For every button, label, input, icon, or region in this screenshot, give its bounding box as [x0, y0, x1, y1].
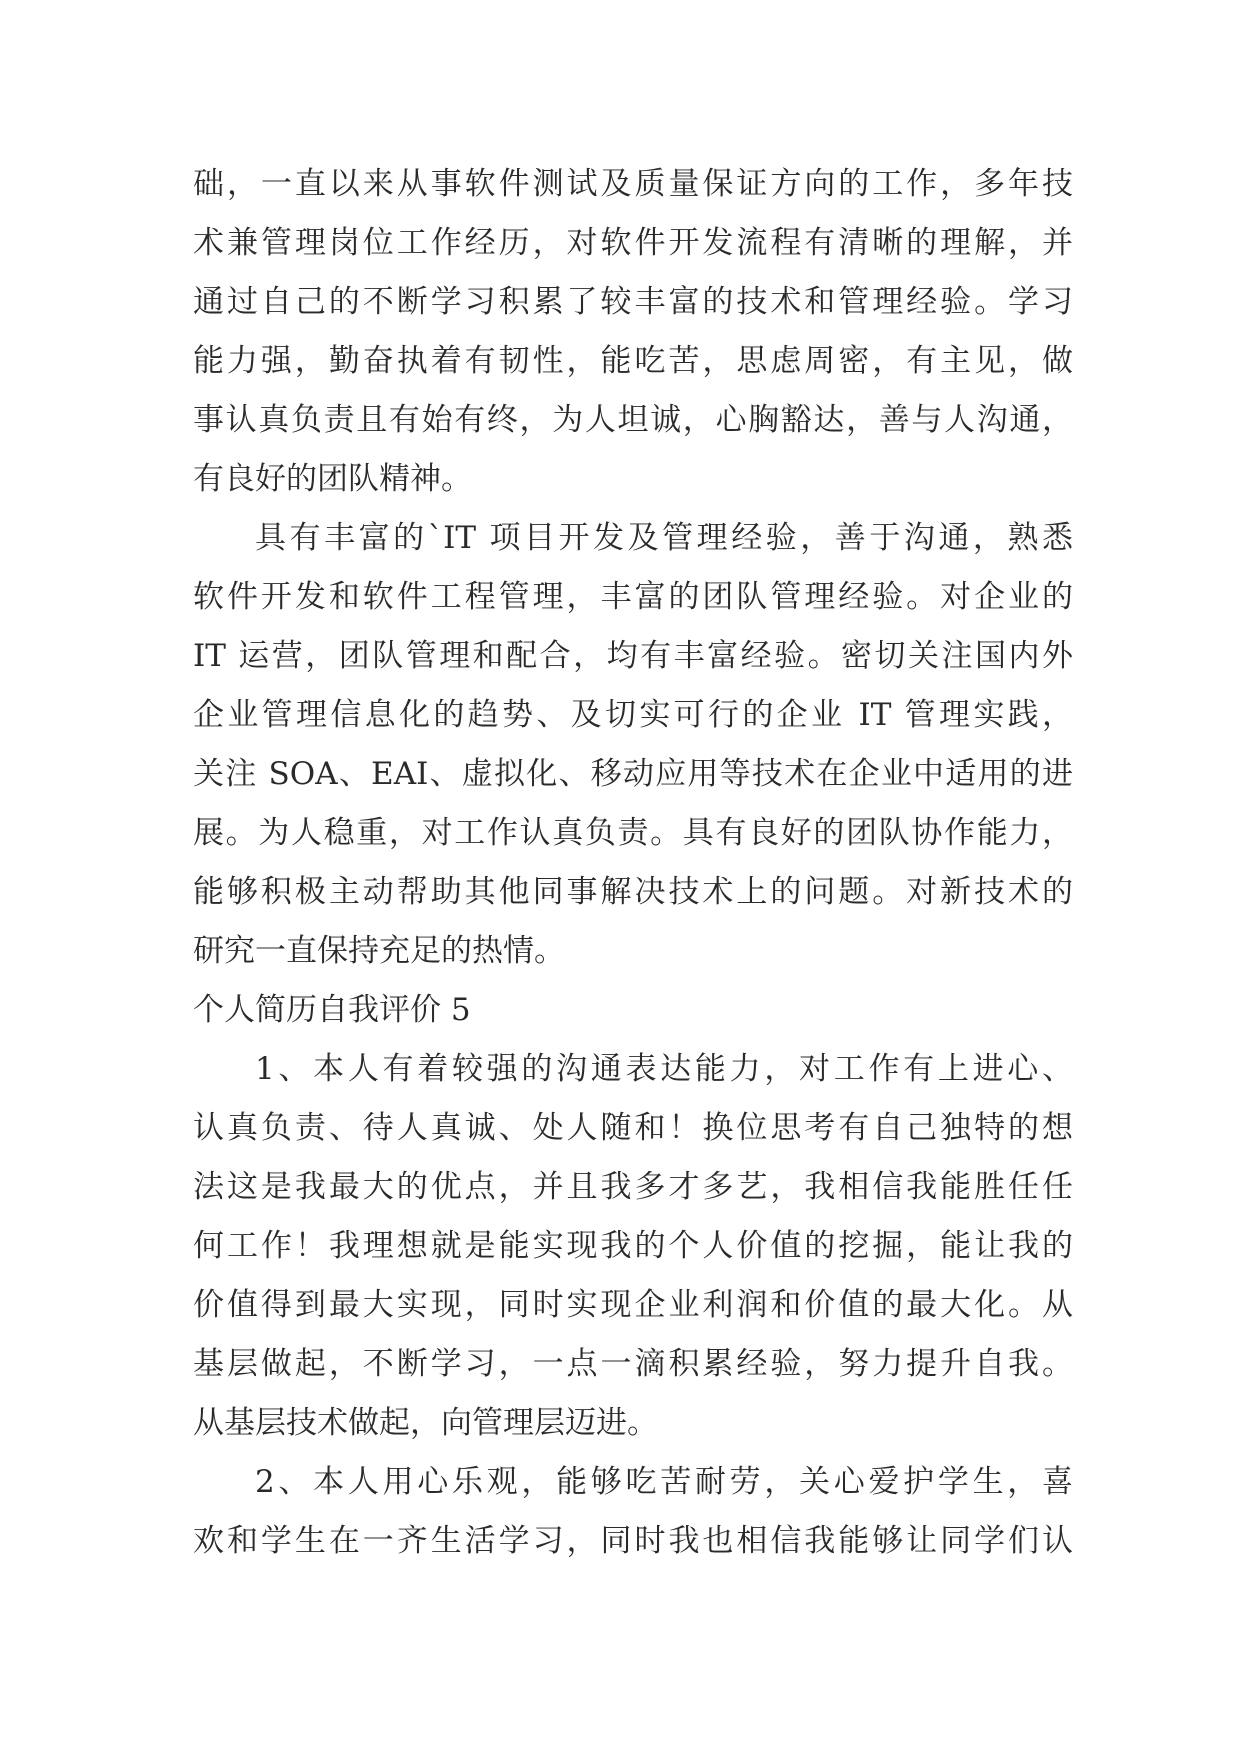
- text-line: 事认真负责且有始有终，为人坦诚，心胸豁达，善与人沟通，: [193, 402, 1073, 438]
- text-line: 法这是我最大的优点，并且我多才多艺，我相信我能胜任任: [193, 1169, 1073, 1205]
- text-line: 欢和学生在一齐生活学习，同时我也相信我能够让同学们认: [193, 1523, 1073, 1559]
- text-line: 1、本人有着较强的沟通表达能力，对工作有上进心、: [255, 1051, 1073, 1087]
- text-line: 价值得到最大实现，同时实现企业利润和价值的最大化。从: [193, 1287, 1073, 1323]
- text-line: 认真负责、待人真诚、处人随和！换位思考有自己独特的想: [193, 1110, 1073, 1146]
- text-line: 何工作！我理想就是能实现我的个人价值的挖掘，能让我的: [193, 1228, 1073, 1264]
- text-line: 关注 SOA、EAI、虚拟化、移动应用等技术在企业中适用的进: [193, 756, 1073, 792]
- paragraph-1: [193, 155, 1073, 509]
- text-line: 通过自己的不断学习积累了较丰富的技术和管理经验。学习: [193, 284, 1073, 320]
- text-line: 术兼管理岗位工作经历，对软件开发流程有清晰的理解，并: [193, 225, 1073, 261]
- text-line: 软件开发和软件工程管理，丰富的团队管理经验。对企业的: [193, 579, 1073, 615]
- text-line: 础，一直以来从事软件测试及质量保证方向的工作，多年技: [193, 166, 1073, 202]
- paragraph-2: [193, 509, 1073, 981]
- text-line: IT 运营，团队管理和配合，均有丰富经验。密切关注国内外: [193, 638, 1073, 674]
- section-heading: 个人简历自我评价 5: [193, 992, 471, 1028]
- text-line: 展。为人稳重，对工作认真负责。具有良好的团队协作能力，: [193, 815, 1073, 851]
- text-line: 基层做起，不断学习，一点一滴积累经验，努力提升自我。: [193, 1346, 1073, 1382]
- text-line: 企业管理信息化的趋势、及切实可行的企业 IT 管理实践，: [193, 697, 1073, 733]
- text-line: 有良好的团队精神。: [193, 461, 472, 497]
- paragraph-4: [193, 1453, 1073, 1571]
- text-line: 能够积极主动帮助其他同事解决技术上的问题。对新技术的: [193, 874, 1073, 910]
- document-body: [193, 155, 1073, 1571]
- text-line: 2、本人用心乐观，能够吃苦耐劳，关心爱护学生，喜: [255, 1464, 1073, 1500]
- text-line: 研究一直保持充足的热情。: [193, 933, 565, 969]
- text-line: 从基层技术做起，向管理层迈进。: [193, 1405, 658, 1441]
- text-line: 能力强，勤奋执着有韧性，能吃苦，思虑周密，有主见，做: [193, 343, 1073, 379]
- paragraph-3: [193, 1040, 1073, 1453]
- text-line: 具有丰富的`IT 项目开发及管理经验，善于沟通，熟悉: [255, 520, 1073, 556]
